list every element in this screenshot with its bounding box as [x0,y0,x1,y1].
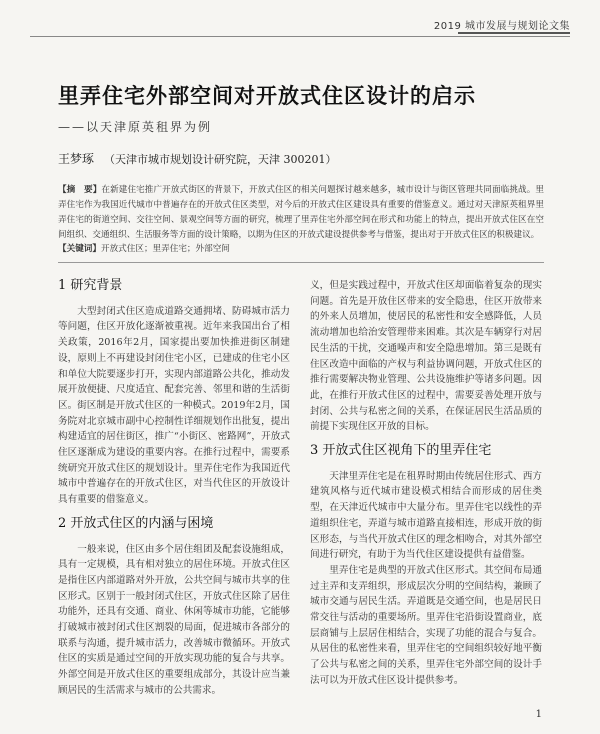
abstract-text: 在新建住宅推广开放式街区的背景下，开放式住区的相关问题探讨越来越多，城市设计与街区管理共同面临挑战。里弄住宅作为我国近代城市中普遍存在的开放式住区类型，对今后的开放式住区建设具有重要的借鉴意义。通过对天津原英租界里弄住宅的街道空间、交往空间、景观空间等方面的研究，梳理了里弄住宅外部空间在形式和功能上的特点，提出开放式住区在空间组织、交通组织、生活服务等方面的设计策略，以期为住区的开放式建设提供参考与借鉴，提出对于开放式住区的积极建议。 [58,185,544,240]
section-1-paragraph: 大型封闭式住区造成道路交通拥堵、防碍城市活力等问题，住区开放化逐渐被重视。近年来我国出台了相关政策，2016年2月，国家提出要加快推进街区制建设，原则上不再建设封闭住宅小区，已建成的住宅小区和单位大院要逐步打开，实现内部道路公共化，推动发展开放便捷、尺度适宜、配套完善、邻里和谐的生活街区。街区制是开放式住区的一种模式。2019年2月，国务院对北京城市副中心控制性详细规划作出批复，提出构建适宜的居住街区，推广“小街区、密路网”，开放式住区逐渐成为建设的重要内容。在推行过程中，需要系统研究开放式住区的规划设计。里弄住宅作为我国近代城市中普遍存在的开放式住区，对当代住区的开放设计具有重要的借鉴意义。 [58,305,290,506]
section-heading-3: 3 开放式住区视角下的里弄住宅 [310,443,492,459]
keywords [58,242,544,254]
journal-name: 2019 城市发展与规划论文集 [433,21,570,32]
section-3-paragraph-1: 天津里弄住宅是在租界时期由传统居住形式、西方建筑风格与近代城市建设模式相结合而形成的居住类型，在天津近代城市中大量分布。里弄住宅以线性的弄道组织住宅，弄道与城市道路直接相连，形成开放的街区形态，与当代开放式住区的理念相吻合，对其外部空间进行研究，有助于为当代住区建设提供有益借鉴。 [310,470,542,561]
right-column [310,278,542,689]
paper-title: 里弄住宅外部空间对开放式住区设计的启示 [58,84,476,108]
section-heading-1: 1 研究背景 [58,278,123,293]
paper-subtitle: ——以天津原英租界为例 [58,120,213,134]
header-rule [30,36,570,37]
author-name: 王梦琢 [58,152,95,166]
page-number: 1 [535,709,542,720]
keywords-text: 开放式住区；里弄住宅；外部空间 [100,244,230,254]
section-2-continued-paragraph: 义，但是实践过程中，开放式住区却面临着复杂的现实问题。首先是开放住区带来的安全隐患，住区开放带来的外来人员增加，使居民的私密性和安全感降低，人员流动增加也给治安管理带来困难。其次是车辆穿行对居民生活的干扰，交通噪声和安全隐患增加。第三是既有住区改造中面临的产权与利益协调问题，开放式住区的推行需要解决物业管理、公共设施维护等诸多问题。因此，在推行开放式住区的过程中，需要妥善处理开放与封闭、公共与私密之间的关系，在保证居民生活品质的前提下实现住区开放的目标。 [310,280,542,433]
section-3-paragraph-2: 里弄住宅是典型的开放式住区形式。其空间布局通过主弄和支弄组织，形成层次分明的空间结构，兼顾了城市交通与居民生活。弄道既是交通空间，也是居民日常交往与活动的重要场所。里弄住宅沿街设置商业，底层商铺与上层居住相结合，实现了功能的混合与复合。从居住的私密性来看，里弄住宅的空间组织较好地平衡了公共与私密之间的关系，里弄住宅外部空间的设计手法可以为开放式住区设计提供参考。 [310,564,542,686]
author-line [58,150,337,167]
keywords-label: 【关键词】 [58,244,101,254]
keywords-divider [58,262,544,263]
author-affiliation: （天津市城市规划设计研究院，天津 300201） [104,153,337,166]
left-column [58,278,290,699]
section-2-paragraph: 一般来说，住区由多个居住组团及配套设施组成，具有一定规模，具有相对独立的居住环境。开放式住区是指住区内部道路对外开放，公共空间与城市共享的住区形式。区别于一般封闭式住区，开放式住区除了居住功能外，还具有交通、商业、休闲等城市功能，它能够打破城市被封闭式住区割裂的局面，促进城市各部分的联系与沟通，提升城市活力，改善城市微循环。开放式住区的实质是通过空间的开放实现功能的复合与共享。外部空间是开放式住区的重要组成部分，其设计应当兼顾居民的生活需求与城市的公共需求。 [58,543,290,696]
abstract [58,183,544,243]
section-heading-2: 2 开放式住区的内涵与困境 [58,515,214,531]
abstract-label: 【摘 要】 [58,185,102,195]
running-header [30,14,570,34]
